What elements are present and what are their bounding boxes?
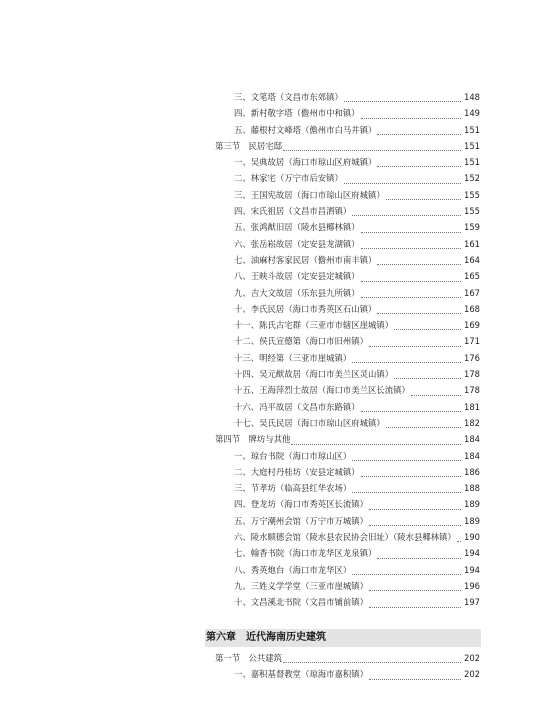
dot-leader <box>386 184 461 200</box>
entry-title: 二、大庭村丹桂坊（安县定城镇） <box>234 466 360 477</box>
entry-title: 四、宋氏祖居（文昌市昌洒镇） <box>234 206 352 217</box>
page-number: 178 <box>464 385 480 396</box>
dot-leader <box>361 461 461 477</box>
dot-leader <box>352 477 461 493</box>
page-number: 176 <box>464 352 480 363</box>
page-number: 189 <box>464 515 480 526</box>
toc-section-entry <box>0 650 548 666</box>
page-number: 159 <box>464 222 480 233</box>
page-number: 182 <box>464 417 480 428</box>
toc-entry <box>0 187 548 203</box>
page-number: 190 <box>464 532 480 543</box>
page-number: 189 <box>464 499 480 510</box>
dot-leader <box>369 575 461 591</box>
entry-title: 五、张鸿猷旧居（陵水县椰林镇） <box>234 222 360 233</box>
dot-leader <box>369 493 461 509</box>
chapter-title: 第六章 近代海南历史建筑 <box>206 632 326 643</box>
toc-entry <box>0 578 548 594</box>
entry-title: 六、张岳崧故居（定安县龙湖镇） <box>234 238 360 249</box>
dot-leader <box>377 298 461 314</box>
toc-entry <box>0 366 548 382</box>
dot-leader <box>352 200 461 216</box>
toc-entry <box>0 154 548 170</box>
toc-entry <box>0 236 548 252</box>
page-number: 194 <box>464 548 480 559</box>
dot-leader <box>361 233 461 249</box>
entry-title: 十六、冯平故居（文昌市东路镇） <box>234 401 360 412</box>
toc-list <box>0 89 548 611</box>
dot-leader <box>386 412 461 428</box>
toc-entry <box>0 89 548 105</box>
dot-leader <box>352 559 461 575</box>
entry-title: 七、油麻村客家民居（儋州市南丰镇） <box>234 254 377 265</box>
page-number: 168 <box>464 303 480 314</box>
entry-title: 三、文笔塔（文昌市东郊镇） <box>234 92 343 102</box>
dot-leader <box>344 167 461 183</box>
toc-entry <box>0 203 548 219</box>
dot-leader <box>361 102 461 118</box>
page-number: 194 <box>464 564 480 575</box>
dot-leader <box>283 647 461 663</box>
entry-title: 十五、王海萍烈士故居（海口市美兰区长流镇） <box>234 385 410 396</box>
dot-leader <box>394 314 461 330</box>
entry-title: 三、节孝坊（临高县红华农场） <box>234 483 352 494</box>
dot-leader <box>361 216 461 232</box>
dot-leader <box>361 265 461 281</box>
page-number: 169 <box>464 320 480 331</box>
page-number: 149 <box>464 108 480 119</box>
toc-entry <box>0 415 548 431</box>
page-number: 184 <box>464 434 480 445</box>
toc-entry <box>0 399 548 415</box>
toc-entry <box>0 529 548 545</box>
toc-entry <box>0 285 548 301</box>
toc-entry <box>0 105 548 121</box>
entry-title: 十三、明经第（三亚市崖城镇） <box>234 352 352 363</box>
page-number: 151 <box>464 124 480 135</box>
entry-title: 一、吴典故居（海口市琼山区府城镇） <box>234 157 377 168</box>
dot-leader <box>377 542 461 558</box>
toc-entry <box>0 480 548 496</box>
dot-leader <box>369 330 461 346</box>
entry-title: 三、王国宪故居（海口市琼山区府城镇） <box>234 189 385 200</box>
entry-title: 十一、陈氏古宅群（三亚市市辖区崖城镇） <box>234 320 394 331</box>
toc-entry <box>0 317 548 333</box>
dot-leader <box>352 347 461 363</box>
toc-entry <box>0 268 548 284</box>
dot-leader <box>369 663 461 679</box>
dot-leader <box>369 591 461 607</box>
page-number: 178 <box>464 369 480 380</box>
toc-list-continued <box>0 650 548 683</box>
toc-entry <box>0 219 548 235</box>
dot-leader <box>361 282 461 298</box>
entry-title: 一、嘉积基督教堂（琼海市嘉积镇） <box>234 669 368 680</box>
toc-entry <box>0 122 548 138</box>
page-number: 202 <box>464 653 480 663</box>
toc-entry <box>0 350 548 366</box>
page-number: 164 <box>464 254 480 265</box>
page-number: 155 <box>464 189 480 200</box>
page-number: 171 <box>464 336 480 347</box>
entry-title: 四、登龙坊（海口市秀英区长流镇） <box>234 499 368 510</box>
entry-title: 二、林家宅（万宁市后安镇） <box>234 173 343 184</box>
page-number: 165 <box>464 271 480 282</box>
page-number: 202 <box>464 669 480 680</box>
dot-leader <box>394 363 461 379</box>
page-number: 181 <box>464 401 480 412</box>
entry-title: 八、王映斗故居（定安县定城镇） <box>234 271 360 282</box>
page-number: 167 <box>464 287 480 298</box>
page-number: 151 <box>464 157 480 168</box>
section-title: 第四节 牌坊与其他 <box>215 434 291 445</box>
section-title: 第三节 民居宅邸 <box>215 140 282 151</box>
page-number: 197 <box>464 597 480 608</box>
dot-leader <box>369 510 461 526</box>
dot-leader <box>291 428 461 444</box>
dot-leader <box>283 135 461 151</box>
entry-title: 九、三姓义学学堂（三亚市崖城镇） <box>234 580 368 591</box>
toc-entry <box>0 448 548 464</box>
entry-title: 九、吉大文故居（乐东县九所镇） <box>234 287 360 298</box>
entry-title: 十二、侯氏宣德第（海口市旧州镇） <box>234 336 368 347</box>
toc-section-entry <box>0 431 548 447</box>
entry-title: 六、陵水顺德会馆（陵水县农民协会旧址）（陵水县椰林镇） <box>234 532 456 543</box>
entry-title: 八、秀英炮台（海口市龙华区） <box>234 564 352 575</box>
dot-leader <box>361 396 461 412</box>
toc-entry <box>0 252 548 268</box>
dot-leader <box>344 86 461 102</box>
toc-entry <box>0 513 548 529</box>
entry-title: 一、琼台书院（海口市琼山区） <box>234 450 352 461</box>
dot-leader <box>377 119 461 135</box>
entry-title: 十四、吴元猷故居（海口市美兰区灵山镇） <box>234 369 394 380</box>
page-number: 161 <box>464 238 480 249</box>
chapter-heading <box>205 629 481 647</box>
dot-leader <box>411 379 461 395</box>
page-number: 184 <box>464 450 480 461</box>
page-number: 186 <box>464 466 480 477</box>
page-number: 155 <box>464 206 480 217</box>
toc-entry <box>0 464 548 480</box>
entry-title: 十、文昌溪北书院（文昌市铺前镇） <box>234 597 368 608</box>
entry-title: 十七、吴氏民居（海口市琼山区府城镇） <box>234 417 385 428</box>
page-number: 151 <box>464 140 480 151</box>
toc-entry <box>0 333 548 349</box>
entry-title: 七、翰香书院（海口市龙华区龙泉镇） <box>234 548 377 559</box>
toc-entry <box>0 545 548 561</box>
dot-leader <box>377 151 461 167</box>
dot-leader <box>457 526 461 542</box>
toc-entry <box>0 666 548 682</box>
page-number: 152 <box>464 173 480 184</box>
toc-entry <box>0 562 548 578</box>
section-title: 第一节 公共建筑 <box>215 653 282 663</box>
dot-leader <box>377 249 461 265</box>
toc-entry <box>0 382 548 398</box>
entry-title: 四、新村敬字塔（儋州市中和镇） <box>234 108 360 119</box>
toc-entry <box>0 301 548 317</box>
toc-entry <box>0 496 548 512</box>
page-number: 188 <box>464 483 480 494</box>
toc-section-entry <box>0 138 548 154</box>
toc-entry <box>0 170 548 186</box>
entry-title: 五、万宁潮州会馆（万宁市万城镇） <box>234 515 368 526</box>
entry-title: 五、藤根村文峰塔（儋州市白马井镇） <box>234 124 377 135</box>
entry-title: 十、李氏民居（海口市秀英区石山镇） <box>234 303 377 314</box>
page-number: 196 <box>464 580 480 591</box>
toc-entry <box>0 594 548 610</box>
page-number: 148 <box>464 92 480 102</box>
dot-leader <box>352 445 461 461</box>
